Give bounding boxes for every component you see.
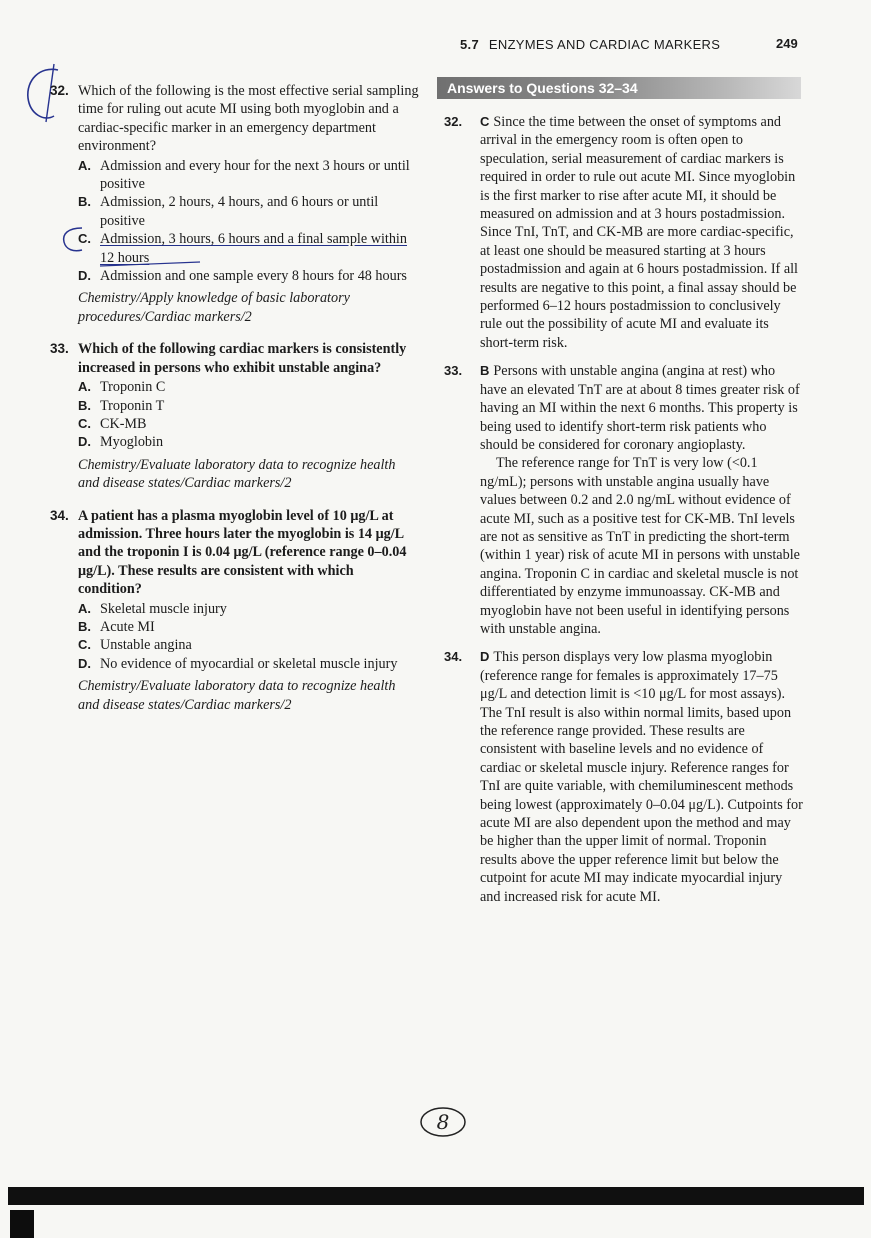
page-number: 249 <box>776 36 798 51</box>
question-category: Chemistry/Evaluate laboratory data to recognize health and disease states/Cardiac markers/2 <box>78 678 396 713</box>
option-text: Admission and every hour for the next 3 hours or until positive <box>100 157 410 193</box>
option-letter: D. <box>78 268 91 284</box>
answer-key: D <box>480 649 490 665</box>
question-stem: Which of the following cardiac markers is consistently increased in persons who exhibit unstable angina? <box>78 341 407 376</box>
option-a <box>78 157 420 194</box>
option-c <box>78 636 420 654</box>
answers-banner: Answers to Questions 32–34 <box>437 77 801 99</box>
question-stem: Which of the following is the most effective serial sampling time for ruling out acute MI using both myoglobin and a cardiac-specific marker in an emergency department environment? <box>78 83 419 155</box>
handwritten-number: 8 <box>436 1110 450 1134</box>
option-letter: C. <box>78 415 91 431</box>
question-number: 34. <box>50 507 69 523</box>
answers-column <box>444 113 804 916</box>
question-33 <box>50 340 420 492</box>
option-text: Troponin C <box>100 379 166 396</box>
section-title: ENZYMES AND CARDIAC MARKERS <box>488 37 721 52</box>
option-text: Troponin T <box>100 397 165 414</box>
option-letter: C. <box>78 637 91 653</box>
question-32 <box>50 82 420 326</box>
option-letter: C. <box>78 231 91 247</box>
answer-text: Since the time between the onset of symptoms and arrival in the emergency room is often open to speculation, serial measurement of cardiac markers is required in order to rule out acute MI. Since myoglobin is the first marker to rise after acute MI, it should be measured on admission and at 3 hours postadmission. Since TnI, TnT, and CK-MB are more cardiac-specific, at least one should be measured starting at 3 hours postadmission and again at 6 hours postadmission. If all results are negative to this point, a final assay should be performed 6–12 hours postadmission to conclusively rule out the possibility of acute MI and evaluate its short-term risk. <box>480 114 798 351</box>
scan-edge-bar <box>8 1187 864 1205</box>
question-category: Chemistry/Apply knowledge of basic laboratory procedures/Cardiac markers/2 <box>78 290 350 325</box>
question-number: 32. <box>50 83 69 98</box>
option-text: Admission and one sample every 8 hours for 48 hours <box>100 268 407 285</box>
option-text: CK-MB <box>100 415 147 432</box>
option-b <box>78 618 420 636</box>
answer-number: 34. <box>444 649 463 665</box>
handwritten-page-mark <box>418 1105 468 1139</box>
running-header <box>460 37 720 52</box>
option-text: Admission, 2 hours, 4 hours, and 6 hours or until positive <box>100 194 379 229</box>
answer-key: C <box>480 114 490 129</box>
option-d <box>78 655 420 673</box>
option-letter: D. <box>78 655 91 671</box>
option-text: Skeletal muscle injury <box>100 600 227 617</box>
option-b <box>78 397 420 415</box>
option-letter: A. <box>78 600 91 616</box>
option-text: Myoglobin <box>100 434 164 451</box>
answer-text: The reference range for TnT is very low (<0.1 ng/mL); persons with unstable angina usually have values between 0.2 and 2.0 ng/mL without evidence of acute MI, such as a positive test for CK-MB. TnI levels are not as sensitive as TnT in predicting the short-term (within 1 year) risk of acute MI in persons with unstable angina. Troponin C in cardiac and skeletal muscle is not differentiated by enzyme immunoassay. CK-MB and myoglobin have not been useful in identifying persons with unstable angina. <box>480 455 800 637</box>
section-number: 5.7 <box>460 37 479 52</box>
answer-text: This person displays very low plasma myoglobin (reference range for females is approximately 17–75 μg/L and detection limit is <10 μg/L for most assays). The TnI result is also within normal limits, based upon the reference range provided. These results are consistent with baseline levels and no evidence of cardiac or skeletal muscle injury. Reference ranges for TnI are quite variable, with chemiluminescent methods being lowest (approximately 0–0.04 μg/L). Cutpoints for acute MI are also dependent upon the method and may be higher than the upper limit of normal. Troponin results above the upper reference limit but below the cutpoint for acute MI may indicate myocardial injury and increased risk for acute MI. <box>480 649 803 905</box>
answer-33 <box>444 362 804 638</box>
option-text: No evidence of myocardial or skeletal muscle injury <box>100 655 398 672</box>
option-letter: B. <box>78 194 91 210</box>
answer-number: 32. <box>444 114 463 129</box>
option-letter: B. <box>78 618 91 634</box>
option-d <box>78 267 420 285</box>
question-stem: A patient has a plasma myoglobin level of 10 μg/L at admission. Three hours later the myoglobin is 14 μg/L and the troponin I is 0.04 μg/L (reference range 0–0.04 μg/L). These results are consistent with which condition? <box>78 507 407 598</box>
answer-34 <box>444 648 804 906</box>
option-d <box>78 433 420 451</box>
answer-text: Persons with unstable angina (angina at rest) who have an elevated TnT are at about 8 times greater risk of having an MI within the next 6 months. This property is being used to identify short-term risk patients who should be considered for coronary angioplasty. <box>480 363 800 453</box>
option-letter: D. <box>78 434 91 450</box>
option-text: Unstable angina <box>100 637 192 654</box>
option-c <box>78 415 420 433</box>
question-34 <box>50 507 420 714</box>
option-text-underlined: Admission, 3 hours, 6 hours and a final sample within 12 hours <box>100 231 407 266</box>
questions-column <box>50 82 420 728</box>
scan-corner-block <box>10 1210 34 1238</box>
question-category: Chemistry/Evaluate laboratory data to recognize health and disease states/Cardiac markers/2 <box>78 456 396 492</box>
answer-32 <box>444 113 804 352</box>
option-a <box>78 378 420 396</box>
option-a <box>78 600 420 618</box>
option-b <box>78 193 420 230</box>
option-text: Acute MI <box>100 618 155 635</box>
option-letter: A. <box>78 157 91 173</box>
option-letter: A. <box>78 379 91 395</box>
answer-number: 33. <box>444 363 463 379</box>
answer-key: B <box>480 363 490 379</box>
option-c <box>78 230 420 267</box>
question-number: 33. <box>50 341 69 357</box>
option-letter: B. <box>78 397 91 413</box>
